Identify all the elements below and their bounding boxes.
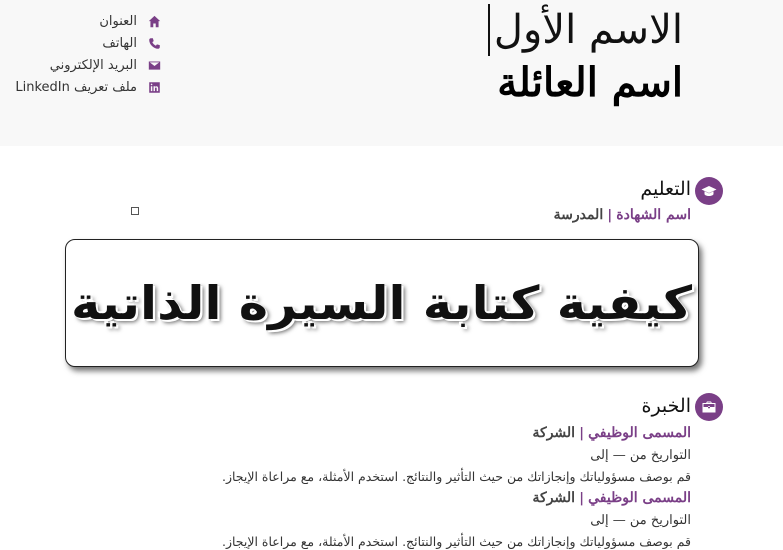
contact-label: البريد الإلكتروني (49, 57, 137, 73)
company-name[interactable]: الشركة (532, 490, 576, 506)
job-dates[interactable]: التواريخ من — إلى (590, 448, 691, 463)
job-title[interactable]: المسمى الوظيفي (588, 425, 691, 441)
home-icon (147, 14, 161, 28)
contact-phone[interactable] (15, 32, 161, 54)
contact-label: العنوان (99, 13, 137, 29)
job-title[interactable]: المسمى الوظيفي (588, 490, 691, 506)
contact-linkedin[interactable] (15, 76, 161, 98)
name-block (488, 4, 683, 108)
overlay-title: كيفية كتابة السيرة الذاتية (71, 276, 693, 330)
separator: | (579, 426, 584, 441)
linkedin-icon (147, 80, 161, 94)
job-description[interactable]: قم بوصف مسؤولياتك وإنجازاتك من حيث التأثير والنتائج. استخدم الأمثلة، مع مراعاة الإيجاز. (221, 469, 691, 484)
degree-name[interactable]: اسم الشهادة (616, 207, 691, 223)
school-name[interactable]: المدرسة (553, 207, 604, 223)
briefcase-icon (701, 399, 717, 415)
experience-badge (695, 393, 723, 421)
job-description[interactable]: قم بوصف مسؤولياتك وإنجازاتك من حيث التأثير والنتائج. استخدم الأمثلة، مع مراعاة الإيجاز. (221, 534, 691, 549)
experience-heading: الخبرة (641, 395, 691, 417)
contact-label: الهاتف (102, 35, 137, 51)
job-header (533, 425, 691, 441)
education-entry (554, 207, 691, 223)
first-name[interactable]: الاسم الأول (488, 4, 683, 56)
contact-list (15, 10, 161, 98)
contact-email[interactable] (15, 54, 161, 76)
company-name[interactable]: الشركة (532, 425, 576, 441)
graduation-cap-icon (701, 183, 717, 199)
phone-icon (147, 36, 161, 50)
overlay-banner (65, 239, 699, 367)
separator: | (579, 491, 584, 506)
anchor-handle[interactable] (131, 207, 139, 215)
last-name[interactable]: اسم العائلة (497, 59, 683, 106)
email-icon (147, 58, 161, 72)
education-badge (695, 177, 723, 205)
separator: | (607, 208, 613, 223)
contact-address[interactable] (15, 10, 161, 32)
education-heading: التعليم (640, 178, 691, 200)
job-header (533, 490, 691, 506)
job-dates[interactable]: التواريخ من — إلى (590, 513, 691, 528)
contact-label: ملف تعريف LinkedIn (15, 79, 137, 95)
